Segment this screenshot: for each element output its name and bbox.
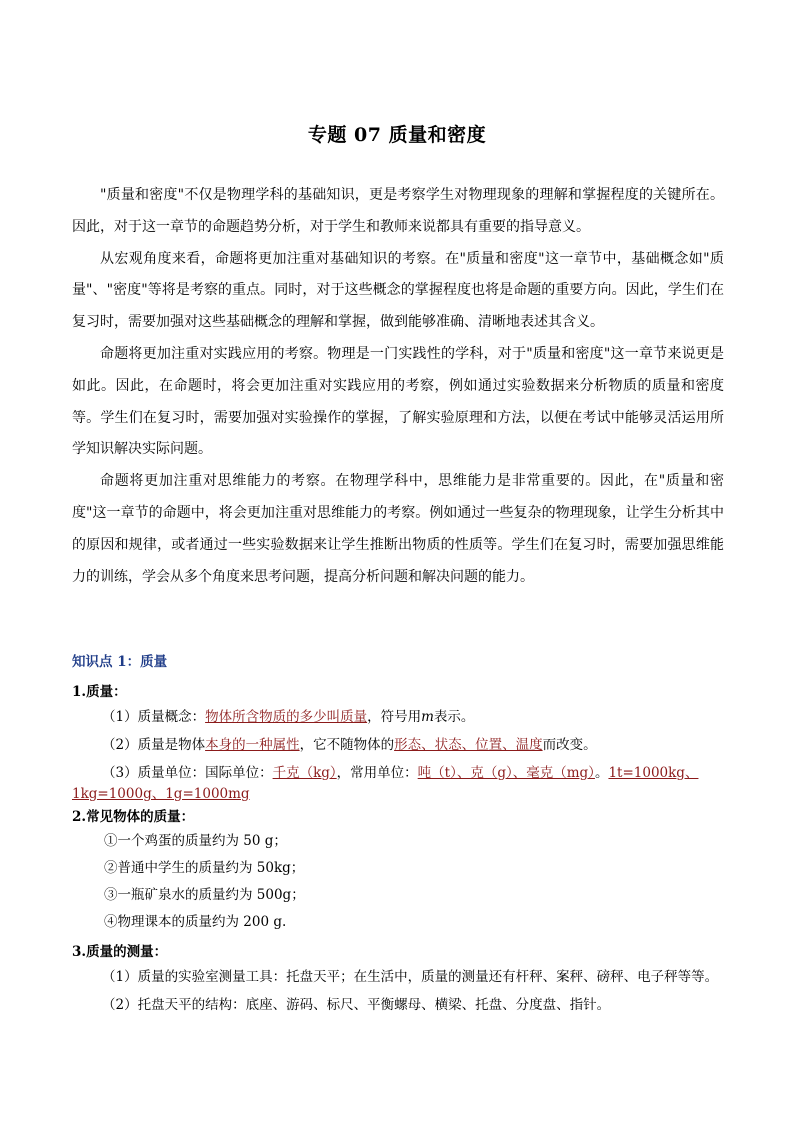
intro-paragraph-1: "质量和密度"不仅是物理学科的基础知识，更是考察学生对物理现象的理解和掌握程度的关键所在。因此，对于这一章节的命题趋势分析，对于学生和教师来说都具有重要的指导意义。 [72, 187, 724, 235]
invariant-factors: 形态、状态、位置、温度 [394, 737, 543, 753]
si-unit: 千克（kg） [272, 765, 337, 781]
section-heading-common-masses: 2.常见物体的质量： [72, 809, 195, 825]
measurement-tools-line: （1）质量的实验室测量工具：托盘天平；在生活中，质量的测量还有杆秤、案秤、磅秤、电子秤等等。 [102, 969, 719, 985]
list-item: ②普通中学生的质量约为 50kg； [104, 860, 305, 876]
mass-unit-line-continued [72, 784, 724, 804]
mass-unit-line: （3）质量单位：国际单位：千克（kg），常用单位：吨（t）、克（g）、毫克（mg）。1t=1000kg、 [102, 765, 699, 781]
mass-definition: 物体所含物质的多少叫质量 [205, 709, 368, 725]
mass-symbol: m [421, 709, 434, 725]
intro-paragraph-3: 命题将更加注重对实践应用的考察。物理是一门实践性的学科，对于"质量和密度"这一章节来说更是如此。因此，在命题时，将会更加注重对实践应用的考察，例如通过实验数据来分析物质的质量和密度等。学生们在复习时，需要加强对实验操作的掌握，了解实验原理和方法，以便在考试中能够灵活运用所学知识解决实际问题。 [72, 345, 724, 458]
list-item: ③一瓶矿泉水的质量约为 500g； [104, 887, 305, 903]
mass-concept-line: （1）质量概念：物体所含物质的多少叫质量，符号用m表示。 [102, 709, 475, 725]
page-title: 专题 07 质量和密度 [307, 124, 487, 146]
section-heading-mass: 1.质量： [72, 684, 127, 700]
intro-paragraph-4: 命题将更加注重对思维能力的考察。在物理学科中，思维能力是非常重要的。因此，在"质量和密度"这一章节的命题中，将会更加注重对思维能力的考察。例如通过一些复杂的物理现象，让学生分析其中的原因和规律，或者通过一些实验数据来让学生推断出物质的性质等。学生们在复习时，需要加强思维能力的训练，学会从多个角度来思考问题，提高分析问题和解决问题的能力。 [72, 473, 724, 585]
balance-structure-line: （2）托盘天平的结构：底座、游码、标尺、平衡螺母、横梁、托盘、分度盘、指针。 [102, 997, 611, 1013]
intrinsic-property: 本身的一种属性 [205, 737, 300, 753]
intro-section [72, 180, 724, 593]
section-heading-measurement: 3.质量的测量： [72, 944, 168, 960]
knowledge-point-title: 知识点 1：质量 [72, 654, 168, 670]
list-item: ④物理课本的质量约为 200 g. [104, 914, 287, 930]
unit-conversion-2: 1kg=1000g、1g=1000mg [72, 786, 250, 802]
list-item: ①一个鸡蛋的质量约为 50 g； [104, 833, 287, 849]
unit-conversion-1: 1t=1000kg、 [608, 765, 699, 781]
common-units: 吨（t）、克（g）、毫克（mg） [417, 765, 595, 781]
mass-property-line: （2）质量是物体本身的一种属性，它不随物体的形态、状态、位置、温度而改变。 [102, 737, 597, 753]
intro-paragraph-2: 从宏观角度来看，命题将更加注重对基础知识的考察。在"质量和密度"这一章节中，基础概念如"质量"、"密度"等将是考察的重点。同时，对于这些概念的掌握程度也将是命题的重要方向。因此，学生们在复习时，需要加强对这些基础概念的理解和掌握，做到能够准确、清晰地表述其含义。 [72, 250, 724, 331]
